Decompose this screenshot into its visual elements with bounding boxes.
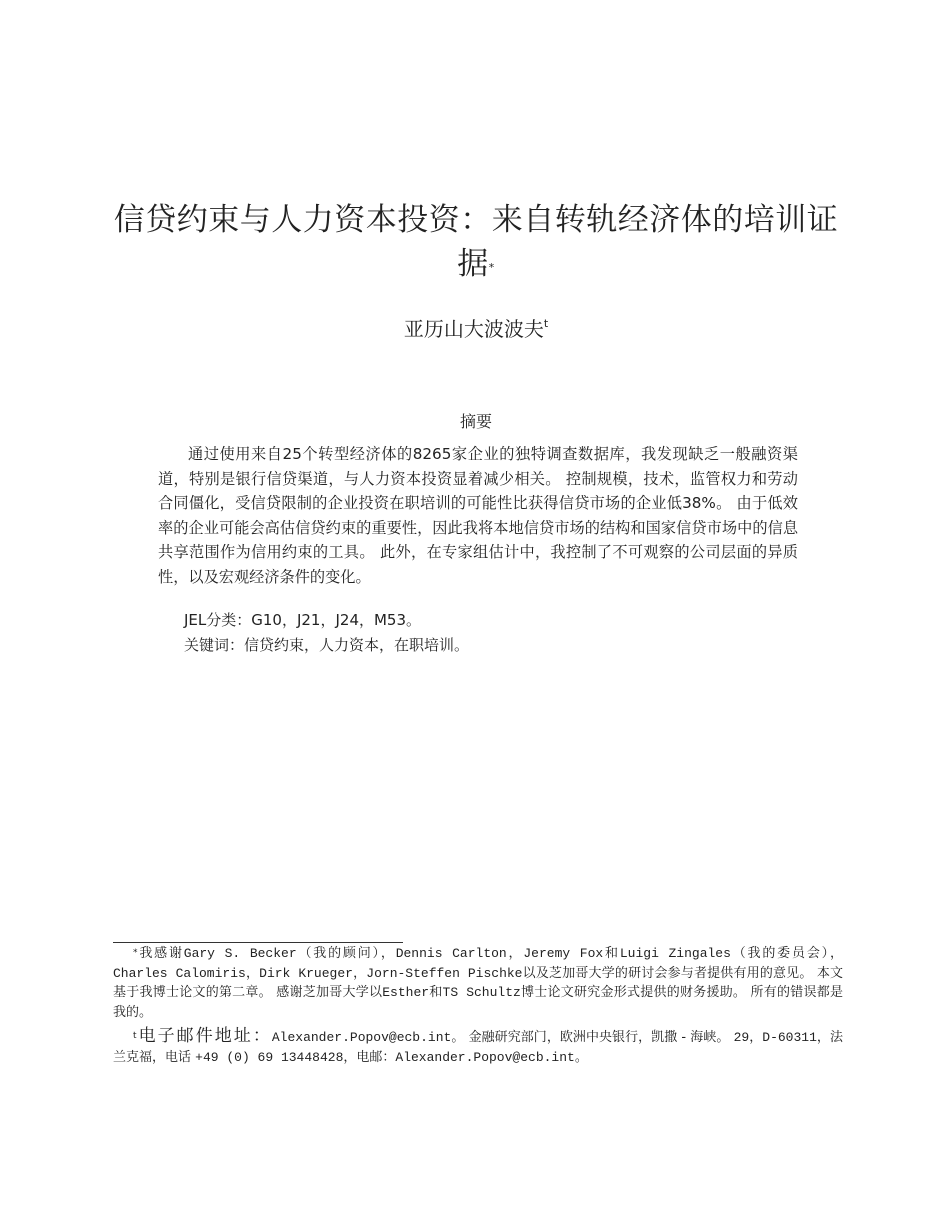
fn2-text: 法兰克福，电话 — [113, 1030, 843, 1065]
jel-classification: JEL分类：G10，J21，J24，M53。 — [184, 611, 422, 629]
fn1-text: 以及芝加哥大学的研讨会参与者提供有用的意见。 本文基于我博士论文的第二章。 感谢芝加哥大学以 — [113, 965, 844, 1000]
footnote-marker: * — [133, 948, 138, 958]
email-link[interactable]: Alexander.Popov@ecb.int。 — [271, 1030, 465, 1045]
footnote-contact — [113, 1027, 843, 1067]
abstract-heading: 摘要 — [459, 412, 492, 431]
paper-title — [110, 198, 842, 286]
email-link[interactable]: Alexander.Popov@ecb.int。 — [395, 1049, 588, 1065]
title-footnote-marker: * — [488, 261, 495, 274]
fn2-address: 29，D-60311， — [733, 1030, 830, 1045]
footnote-marker: t — [133, 1031, 139, 1041]
fn1-names: Esther — [382, 985, 430, 1000]
fn1-names: TS Schultz — [442, 985, 521, 1000]
footnote-acknowledgements — [113, 944, 843, 1022]
email-label: 电子邮件地址： — [138, 1026, 272, 1046]
abstract-body: 通过使用来自25个转型经济体的8265家企业的独特调查数据库，我发现缺乏一般融资渠道，特别是银行信贷渠道，与人力资本投资显着减少相关。 控制规模，技术，监管权力和劳动合同僵化，受信贷限制的企业投资在职培训的可能性比获得信贷市场的企业低38%。 由于低效率的企业可能会高估信贷约束的重要性，因此我将本地信贷市场的结构和国家信贷市场中的信息共享范围作为信用约束的工具。 此外，在专家组估计中，我控制了不可观察的公司层面的异质性，以及宏观经济条件的变化。 — [158, 445, 798, 586]
fn1-names: Gary S. Becker（我的顾问），Dennis Carlton，Jeremy Fox — [183, 946, 604, 961]
fn1-names: Luigi Zingales（ — [619, 946, 748, 961]
fn2-text: 金融研究部门，欧洲中央银行，凯撒 - 海峡。 — [464, 1030, 734, 1045]
author-name: 亚历山大波波夫 — [403, 317, 544, 341]
fn1-text: 我的委员会）， — [747, 946, 843, 961]
author-footnote-marker: t — [543, 317, 549, 330]
fn1-names: Charles Calomiris，Dirk Krueger，Jorn-Steffen Pischke — [113, 965, 523, 981]
fn1-text: 和 — [603, 946, 620, 961]
title-text: 信贷约束与人力资本投资：来自转轨经济体的培训证据 — [113, 202, 839, 282]
phone-number: +49 (0) 69 13448428， — [195, 1049, 357, 1065]
fn1-text: 和 — [429, 985, 443, 1000]
author — [0, 313, 952, 342]
fn1-text: 我感谢 — [137, 946, 184, 961]
keywords: 关键词：信贷约束，人力资本，在职培训。 — [184, 636, 470, 654]
fn1-text: 博士论文研究金形式提供的财务援助。 所有的错误都是我的。 — [113, 985, 844, 1020]
fn2-text: 电邮： — [356, 1049, 396, 1065]
footnote-divider — [113, 942, 403, 943]
